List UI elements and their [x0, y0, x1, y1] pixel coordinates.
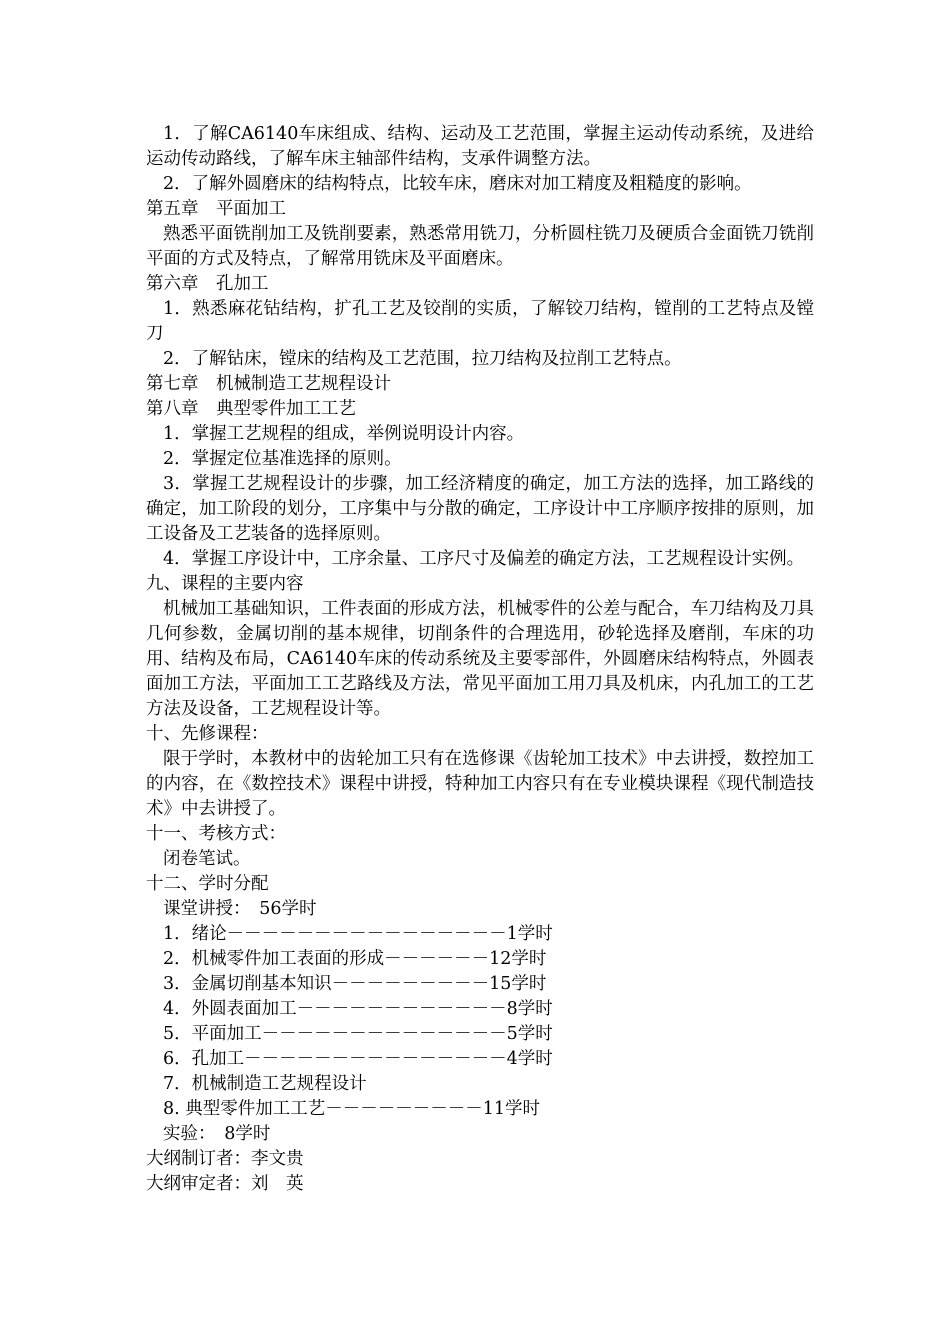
document-body [146, 122, 814, 1197]
text-line: 十一、考核方式： [146, 824, 286, 844]
text-line: 第五章 平面加工 [146, 199, 286, 219]
text-line: 十、先修课程： [146, 724, 269, 744]
text-line: 2．机械零件加工表面的形成－－－－－－12学时 [163, 949, 547, 969]
text-line: 4．外圆表面加工－－－－－－－－－－－－8学时 [163, 999, 553, 1019]
text-line: 2．掌握定位基准选择的原则。 [163, 449, 402, 469]
text-line: 大纲审定者：刘 英 [146, 1174, 304, 1194]
text-line: 机械加工基础知识，工件表面的形成方法，机械零件的公差与配合，车刀结构及刀具几何参数，金属切削的基本规律，切削条件的合理选用，砂轮选择及磨削，车床的功用、结构及布局，CA6140车床的传动系统及主要零部件，外圆磨床结构特点，外圆表面加工方法，平面加工工艺路线及方法，常见平面加工用刀具及机床，内孔加工的工艺方法及设备，工艺规程设计等。 [146, 599, 814, 719]
text-line: 7．机械制造工艺规程设计 [163, 1074, 367, 1094]
text-line: 第七章 机械制造工艺规程设计 [146, 374, 391, 394]
text-line: 第六章 孔加工 [146, 274, 269, 294]
text-line: 2．了解钻床，镗床的结构及工艺范围，拉刀结构及拉削工艺特点。 [163, 349, 682, 369]
text-line: 1．绪论－－－－－－－－－－－－－－－－1学时 [163, 924, 553, 944]
text-line: 4．掌握工序设计中，工序余量、工序尺寸及偏差的确定方法，工艺规程设计实例。 [163, 549, 805, 569]
text-line: 第八章 典型零件加工工艺 [146, 399, 356, 419]
text-line: 实验： 8学时 [163, 1124, 271, 1144]
text-line: 大纲制订者：李文贵 [146, 1149, 304, 1169]
text-line: 1．掌握工艺规程的组成，举例说明设计内容。 [163, 424, 525, 444]
text-line: 限于学时，本教材中的齿轮加工只有在选修课《齿轮加工技术》中去讲授，数控加工的内容，在《数控技术》课程中讲授，特种加工内容只有在专业模块课程《现代制造技术》中去讲授了。 [146, 749, 814, 819]
text-line: 课堂讲授： 56学时 [163, 899, 317, 919]
text-line: 3．金属切削基本知识－－－－－－－－－15学时 [163, 974, 547, 994]
text-line: 3．掌握工艺规程设计的步骤，加工经济精度的确定，加工方法的选择，加工路线的确定，加工阶段的划分，工序集中与分散的确定，工序设计中工序顺序按排的原则，加工设备及工艺装备的选择原则。 [146, 474, 814, 544]
text-line: 九、课程的主要内容 [146, 574, 304, 594]
text-line: 8. 典型零件加工工艺－－－－－－－－－11学时 [163, 1099, 541, 1119]
text-line: 6．孔加工－－－－－－－－－－－－－－－4学时 [163, 1049, 553, 1069]
text-line: 2．了解外圆磨床的结构特点，比较车床，磨床对加工精度及粗糙度的影响。 [163, 174, 752, 194]
text-line: 1．了解CA6140车床组成、结构、运动及工艺范围，掌握主运动传动系统，及进给运动传动路线，了解车床主轴部件结构，支承件调整方法。 [146, 124, 814, 169]
text-line: 5．平面加工－－－－－－－－－－－－－－5学时 [163, 1024, 553, 1044]
text-line: 熟悉平面铣削加工及铣削要素，熟悉常用铣刀，分析圆柱铣刀及硬质合金面铣刀铣削平面的方式及特点，了解常用铣床及平面磨床。 [146, 224, 814, 269]
text-line: 1．熟悉麻花钻结构，扩孔工艺及铰削的实质，了解铰刀结构，镗削的工艺特点及镗刀 [146, 299, 814, 344]
text-line: 闭卷笔试。 [163, 849, 251, 869]
text-line: 十二、学时分配 [146, 874, 269, 894]
